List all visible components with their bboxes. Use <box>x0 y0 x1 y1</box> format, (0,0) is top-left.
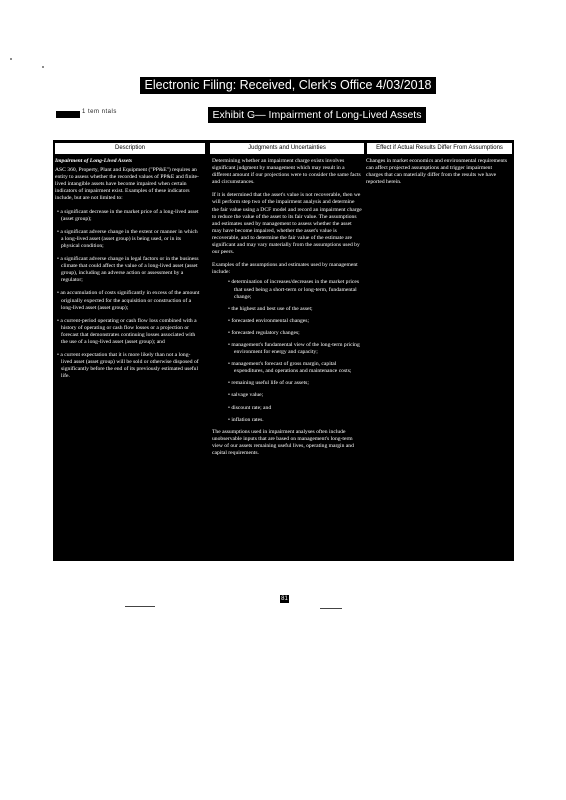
assumption-bullet: • management's forecast of gross margin, capital expenditures, and operations and maintenance costs; <box>228 361 352 375</box>
left-redaction-mark <box>56 111 80 118</box>
assumption-bullet: • the highest and best use of the asset; <box>228 305 313 312</box>
effect-paragraph: Changes in market economics and environmental requirements can affect projected assumptions and trigger impairment charges that can materially differ from the results we have reported herein. <box>366 158 508 186</box>
judgments-paragraph: If it is determined that the asset's value is not recoverable, then we will perform step two of the impairment analysis and determine the fair value using a DCF model and record an impairment charge to reduce the value of the asset to its fair value. The assumptions and estimates used by management to assess whether the asset may have become impaired, whether the asset's value is recoverable, and to determine the fair value of the estimate are significant and may vary materially from the assumptions used by our peers. <box>212 192 362 256</box>
section-title: Impairment of Long-Lived Assets <box>55 158 133 164</box>
judgments-paragraph: Determining whether an impairment charge exists involves significant judgment by management which may result in a different amount if our projections were to consider the same facts and circumstances. <box>212 158 361 186</box>
judgments-paragraph: Examples of the assumptions and estimates used by management include: <box>212 262 358 276</box>
exhibit-title: Exhibit G— Impairment of Long-Lived Assets <box>208 107 426 123</box>
assumptions-table <box>53 140 514 561</box>
page-number: 81 <box>281 596 288 602</box>
effect-column <box>366 158 510 192</box>
assumption-bullet: • discount rate; and <box>228 404 272 411</box>
assumption-bullet: • inflation rates. <box>228 416 264 423</box>
header-effect: Effect if Actual Results Differ From Assumptions <box>367 143 512 154</box>
assumption-bullet: • forecasted regulatory changes; <box>228 329 300 336</box>
left-header-label: 1 tem ntals <box>82 109 117 115</box>
description-column <box>55 158 201 386</box>
indicator-bullet: • a significant adverse change in the extent or manner in which a long-lived asset (asset group) is being used, or in its physical condition; <box>57 228 198 249</box>
scan-artifact-dot <box>42 66 44 68</box>
indicator-bullet: • an accumulation of costs significantly in excess of the amount originally expected for the acquisition or construction of a long-lived asset (asset group); <box>57 290 200 311</box>
assumption-bullet: • management's fundamental view of the long-term pricing environment for energy and capacity; <box>228 341 360 356</box>
assumption-bullet: • forecasted environmental changes; <box>228 317 310 324</box>
scan-artifact-line <box>125 606 155 607</box>
scan-artifact-line <box>320 608 342 609</box>
description-intro: ASC 360, Property, Plant and Equipment ("PP&E") requires an entity to assess whether the recorded values of PP&E and finite-lived intangible assets have become impaired when certain indicators of impairment exist. Examples of these indicators include, but are not limited to: <box>55 167 199 202</box>
judgments-paragraph: The assumptions used in impairment analyses often include unobservable inputs that are based on management's long-term view of our assets remaining useful lives, operating margin and capital requirements. <box>212 428 354 456</box>
assumption-bullet: • remaining useful life of our assets; <box>228 380 309 387</box>
indicator-bullet: • a current-period operating or cash flow loss combined with a history of operating or cash flow losses or a projection or forecast that demonstrates continuing losses associated with the use of a long-lived asset (asset group); and <box>57 317 197 345</box>
indicator-bullet: • a current expectation that it is more likely than not a long-lived asset (asset group) will be sold or otherwise disposed of significantly before the end of its previously estimated useful life. <box>57 352 199 380</box>
judgments-column <box>212 158 362 463</box>
filing-stamp-banner: Electronic Filing: Received, Clerk's Office 4/03/2018 <box>140 77 436 94</box>
indicator-bullet: • a significant decrease in the market price of a long-lived asset (asset group); <box>57 208 199 222</box>
assumption-bullet: • salvage value; <box>228 392 264 399</box>
header-judgments: Judgments and Uncertainties <box>210 143 364 154</box>
header-description: Description <box>55 143 205 154</box>
assumption-bullet: • determination of increases/decreases in the market prices that used being a short-term or long-term, fundamental change; <box>228 279 360 300</box>
indicator-bullet: • a significant adverse change in legal factors or in the business climate that could affect the value of a long-lived asset (asset group), including an adverse action or assessment by a regulator; <box>57 256 199 284</box>
scan-artifact-dot <box>10 58 12 60</box>
